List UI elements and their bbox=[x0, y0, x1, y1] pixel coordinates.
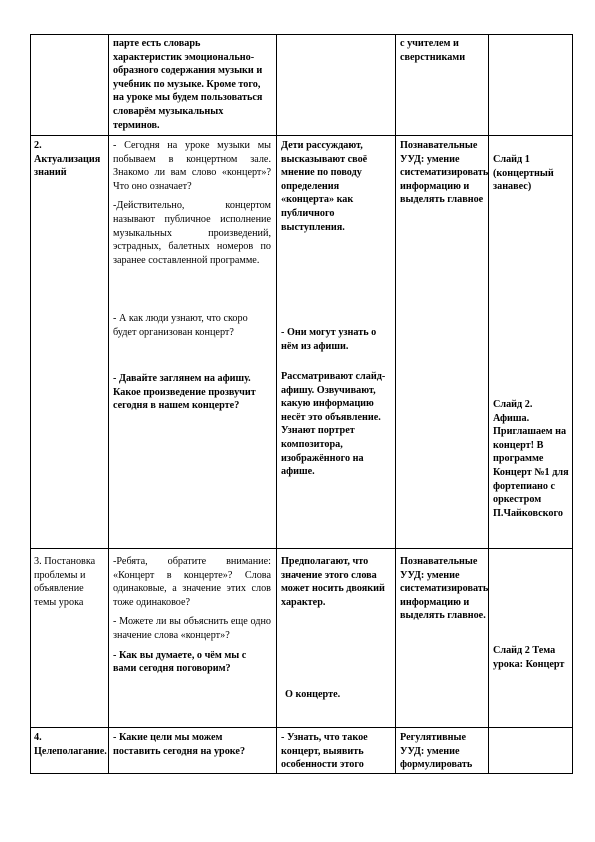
col-divider-2 bbox=[276, 34, 277, 774]
row4-teacher-text bbox=[113, 731, 271, 764]
row2-teacher-text bbox=[113, 139, 271, 273]
row3-notes-text bbox=[493, 644, 571, 677]
row4-stage: 4. Целеполагание. bbox=[34, 732, 107, 757]
row2-note-1: Слайд 1 (концертный занавес) bbox=[493, 154, 554, 193]
row4-students-p1: - Узнать, что такое концерт, выявить особенности этого bbox=[281, 732, 368, 771]
table-top-border bbox=[30, 34, 573, 35]
row3-stage: 3. Постановка проблемы и объявление темы урока bbox=[34, 556, 96, 608]
row3-note-1: Слайд 2 Тема урока: Концерт bbox=[493, 645, 565, 670]
row2-teacher-text-b bbox=[113, 312, 271, 345]
row2-students-p2: - Они могут узнать о нём из афиши. bbox=[281, 327, 377, 352]
row4-stage-text bbox=[34, 731, 106, 764]
row3-uud: Познавательные УУД: умение систематизировать информацию и выделять главное. bbox=[400, 556, 489, 622]
col-divider-1 bbox=[108, 34, 109, 774]
row2-students-text bbox=[281, 139, 391, 240]
row1-teacher-p1: парте есть словарь характеристик эмоционально-образного содержания музыки и учебник по музыке. Кроме того, на уроке мы будем пользоваться словарём музыкальных терминов. bbox=[113, 38, 263, 131]
row3-students-p1: Предполагают, что значение этого слова может носить двоякий характер. bbox=[281, 556, 385, 608]
table-bottom-border bbox=[30, 773, 573, 774]
table-left-border bbox=[30, 34, 31, 774]
row2-uud-text bbox=[400, 139, 489, 213]
row3-students-text-b bbox=[285, 688, 391, 708]
row2-students-text-b bbox=[281, 326, 391, 359]
row3-stage-text bbox=[34, 555, 106, 615]
row1-uud: с учителем и сверстниками bbox=[400, 38, 466, 63]
row3-students-text bbox=[281, 555, 391, 615]
row-divider-3 bbox=[30, 727, 573, 728]
row2-notes-text bbox=[493, 153, 571, 200]
row2-teacher-text-c bbox=[113, 372, 271, 419]
row2-stage-text bbox=[34, 139, 104, 186]
table-right-border bbox=[572, 34, 573, 774]
row2-teacher-p2: -Действительно, концертом называют публичное исполнение музыкальных произведений, эстрадных, балетных номеров по заранее составленной программе. bbox=[113, 200, 271, 266]
row4-uud-text bbox=[400, 731, 486, 771]
row2-teacher-p4: - Давайте заглянем на афишу. Какое произведение прозвучит сегодня в нашем концерте? bbox=[113, 373, 256, 412]
row1-teacher-text bbox=[113, 37, 271, 138]
row2-uud: Познавательные УУД: умение систематизировать информацию и выделять главное bbox=[400, 140, 489, 206]
row2-students-p1: Дети рассуждают, высказывают своё мнение по поводу определения «концерта» как публичного выступления. bbox=[281, 140, 368, 233]
row2-note-2: Слайд 2. Афиша. Приглашаем на концерт! В программе Концерт №1 для фортепиано с оркестром П.Чайковского bbox=[493, 399, 569, 519]
row4-students-text bbox=[281, 731, 391, 771]
row3-teacher-text bbox=[113, 555, 271, 682]
row2-students-text-c bbox=[281, 370, 391, 485]
row2-teacher-p3: - А как люди узнают, что скоро будет организован концерт? bbox=[113, 313, 248, 338]
row2-notes-text-b bbox=[493, 398, 571, 526]
row2-teacher-p1: - Сегодня на уроке музыки мы побываем в концертном зале. Знакомо ли вам слово «концерт»? Что оно означает? bbox=[113, 140, 271, 192]
row3-uud-text bbox=[400, 555, 489, 629]
row3-students-p2: О концерте. bbox=[285, 689, 341, 700]
row4-uud: Регулятивные УУД: умение формулировать bbox=[400, 732, 473, 771]
col-divider-3 bbox=[395, 34, 396, 774]
row-divider-1 bbox=[30, 135, 573, 136]
row2-stage: 2. Актуализация знаний bbox=[34, 140, 101, 179]
row3-teacher-p3: - Как вы думаете, о чём мы с вами сегодня поговорим? bbox=[113, 649, 247, 675]
row3-teacher-p2: - Можете ли вы объяснить еще одно значение слова «концерт»? bbox=[113, 616, 271, 641]
col-divider-4 bbox=[488, 34, 489, 774]
row4-teacher-p1: - Какие цели мы можем поставить сегодня на уроке? bbox=[113, 732, 246, 757]
row2-students-p3: Рассматривают слайд-афишу. Озвучивают, какую информацию несёт это объявление. Узнают портрет композитора, изображённого на афише. bbox=[281, 371, 386, 478]
row3-teacher-p1: -Ребята, обратите внимание: «Концерт в концерте»? Слова одинаковые, а значение этих слов тоже одинаковое? bbox=[113, 556, 271, 608]
row1-uud-text bbox=[400, 37, 484, 70]
row-divider-2 bbox=[30, 548, 573, 549]
